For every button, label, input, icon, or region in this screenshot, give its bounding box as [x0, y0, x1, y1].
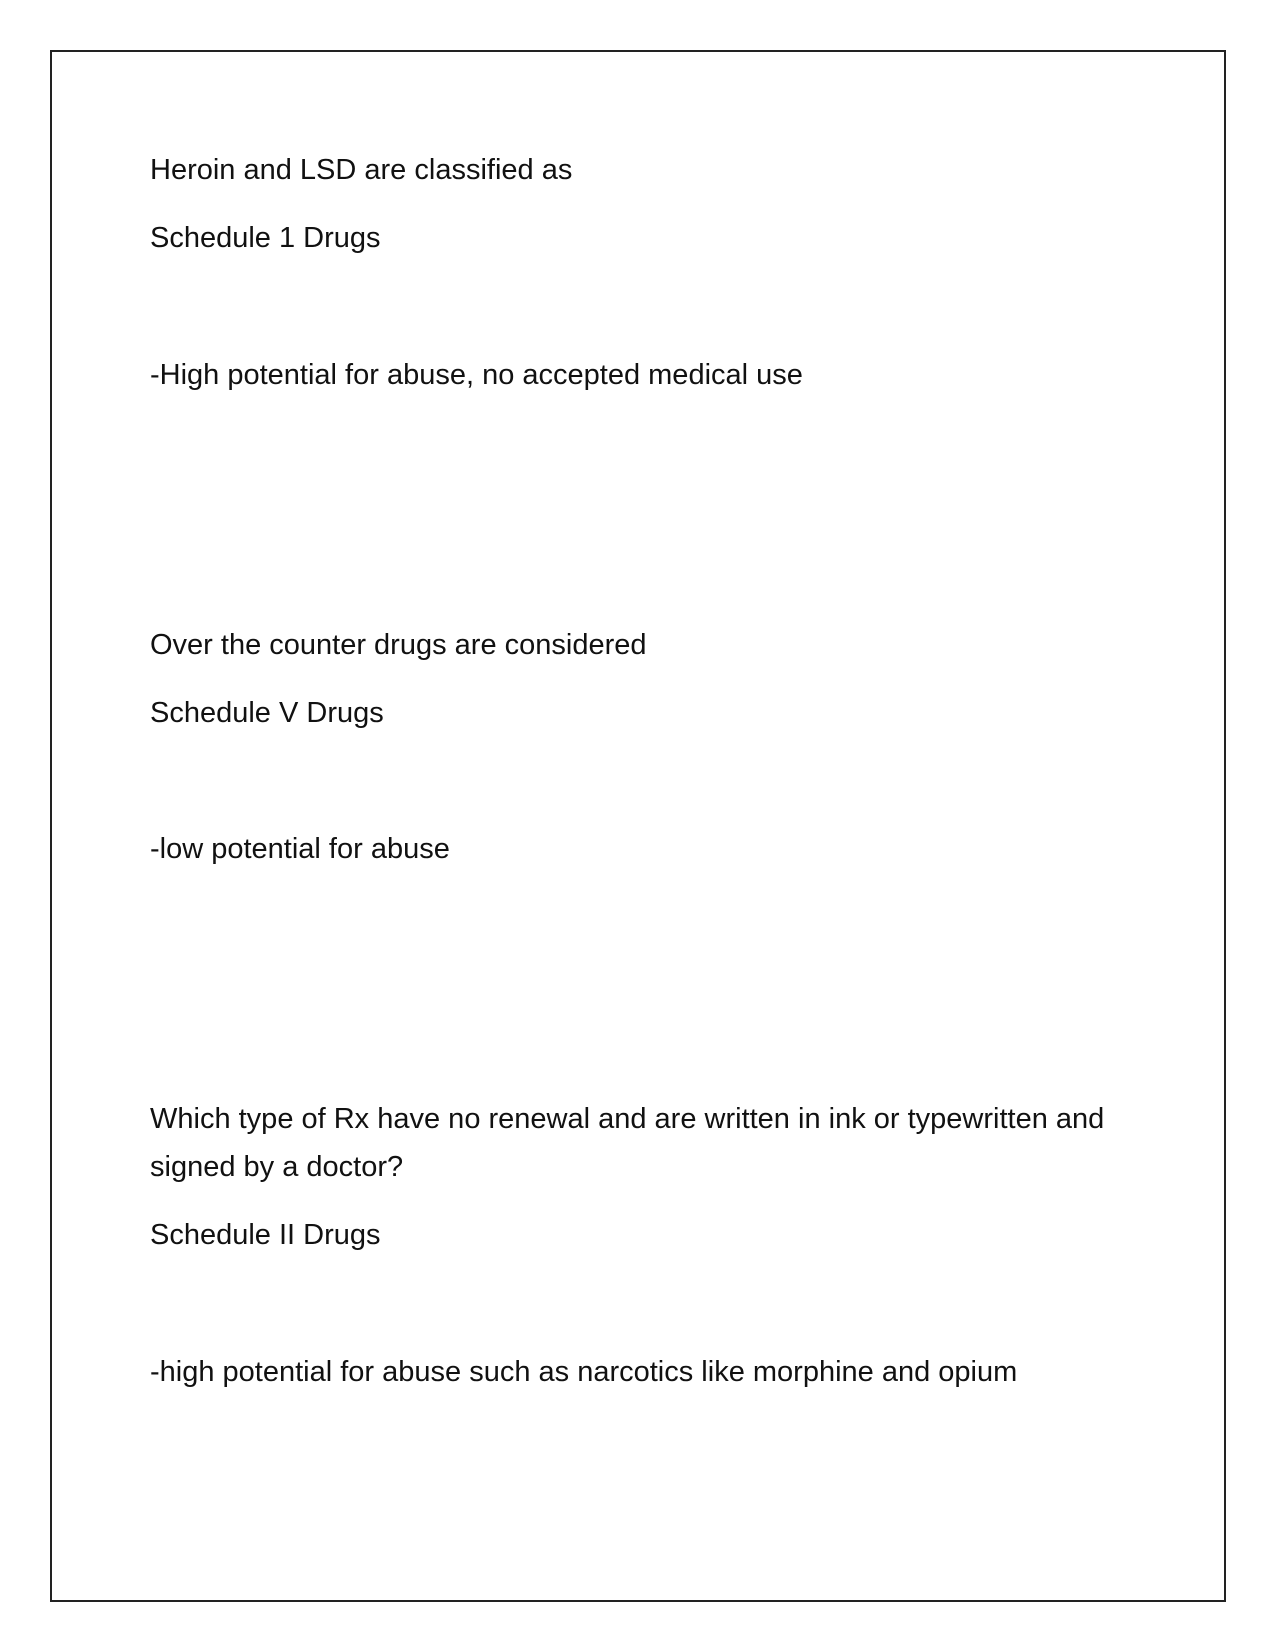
card-2-note: -low potential for abuse [150, 833, 450, 865]
card-3-note: -high potential for abuse such as narcotics like morphine and opium [150, 1356, 1018, 1388]
card-3-answer: Schedule II Drugs [150, 1219, 381, 1251]
card-1-note: -High potential for abuse, no accepted medical use [150, 359, 803, 391]
card-1-question: Heroin and LSD are classified as [150, 154, 573, 186]
card-2-answer: Schedule V Drugs [150, 697, 384, 729]
card-2-question: Over the counter drugs are considered [150, 629, 647, 661]
card-1-answer: Schedule 1 Drugs [150, 222, 381, 254]
card-3-question: Which type of Rx have no renewal and are written in ink or typewritten and signed by a doctor? [150, 1103, 1105, 1183]
